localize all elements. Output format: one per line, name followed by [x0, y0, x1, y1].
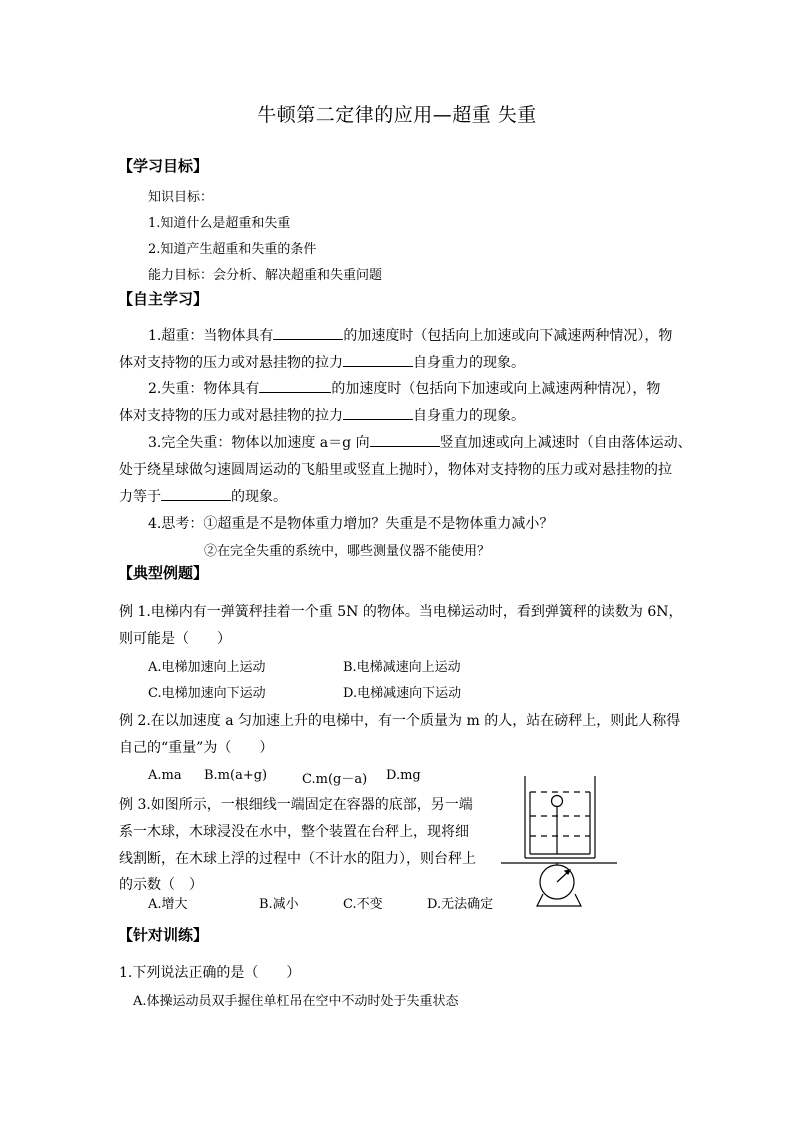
self-study-item-4-line-2: ②在完全失重的系统中，哪些测量仪器不能使用？	[204, 544, 491, 559]
example-2-option-d[interactable]: D.mg	[386, 768, 421, 783]
example-2-option-c[interactable]: C.m(g－a)	[302, 772, 368, 787]
page-title: 牛顿第二定律的应用—超重 失重	[257, 104, 537, 126]
fill-blank[interactable]	[273, 327, 343, 340]
self-study-item-1-line-1	[148, 325, 672, 345]
ability-goal: 能力目标：会分析、解决超重和失重问题	[148, 268, 383, 283]
text: 体对支持物的压力或对悬挂物的拉力	[119, 408, 343, 424]
example-3-option-c[interactable]: C.不变	[343, 897, 383, 912]
fill-blank[interactable]	[161, 488, 231, 501]
example-1-option-b[interactable]: B.电梯减速向上运动	[343, 660, 461, 675]
text: 自身重力的现象。	[413, 408, 525, 424]
knowledge-goal-2: 2.知道产生超重和失重的条件	[148, 242, 317, 257]
example-3-line-4: 的示数（ ）	[119, 877, 203, 893]
example-1-option-d[interactable]: D.电梯减速向下运动	[343, 686, 462, 701]
self-study-item-4-line-1: 4.思考：①超重是不是物体重力增加？失重是不是物体重力减小？	[148, 516, 554, 532]
example-2-line-1: 例 2.在以加速度 a 匀加速上升的电梯中，有一个质量为 m 的人，站在磅秤上，则此人称得	[119, 713, 681, 729]
section-heading-examples: 【典型例题】	[118, 564, 209, 582]
example-1-option-c[interactable]: C.电梯加速向下运动	[148, 686, 266, 701]
example-3-line-1: 例 3.如图所示，一根细线一端固定在容器的底部，另一端	[119, 797, 473, 813]
example-3-line-3: 线割断，在木球上浮的过程中（不计水的阻力），则台秤上	[119, 851, 476, 867]
text: 自身重力的现象。	[413, 355, 525, 371]
self-study-item-3-line-1	[148, 432, 692, 452]
section-heading-training: 【针对训练】	[118, 926, 209, 944]
example-3-option-b[interactable]: B.减小	[259, 897, 299, 912]
text: 2.失重：物体具有	[148, 381, 260, 397]
text: 1.超重：当物体具有	[148, 328, 274, 344]
example-2-option-a[interactable]: A.ma	[148, 768, 182, 783]
text: 3.完全失重：物体以加速度 a＝g 向	[148, 435, 370, 451]
self-study-item-3-line-2: 处于绕星球做匀速圆周运动的飞船里或竖直上抛时），物体对支持物的压力或对悬挂物的拉	[119, 462, 672, 478]
knowledge-goal-1: 1.知道什么是超重和失重	[148, 216, 291, 231]
training-question-1: 1.下列说法正确的是（ ）	[119, 965, 301, 981]
fill-blank[interactable]	[259, 380, 331, 393]
container-on-scale-figure	[495, 770, 625, 910]
training-question-1-option-a[interactable]: A.体操运动员双手握住单杠吊在空中不动时处于失重状态	[133, 994, 459, 1009]
text: 的加速度时（包括向上加速或向下减速两种情况），物	[343, 328, 673, 344]
example-1-option-a[interactable]: A.电梯加速向上运动	[148, 660, 266, 675]
self-study-item-3-line-3	[119, 486, 287, 506]
fill-blank[interactable]	[343, 354, 413, 367]
text: 力等于	[119, 489, 161, 505]
example-3-option-a[interactable]: A.增大	[148, 897, 188, 912]
self-study-item-1-line-2	[119, 352, 525, 372]
example-1-line-2: 则可能是（ ）	[119, 631, 231, 647]
text: 体对支持物的压力或对悬挂物的拉力	[119, 355, 343, 371]
fill-blank[interactable]	[343, 407, 413, 420]
text: 的加速度时（包括向下加速或向上减速两种情况），物	[331, 381, 661, 397]
example-2-option-b[interactable]: B.m(a+g)	[204, 768, 268, 783]
self-study-item-2-line-1	[148, 378, 660, 398]
section-heading-self-study: 【自主学习】	[118, 290, 209, 308]
self-study-item-2-line-2	[119, 405, 525, 425]
example-1-line-1: 例 1.电梯内有一弹簧秤挂着一个重 5N 的物体。当电梯运动时，看到弹簧秤的读数为 6N，	[119, 604, 683, 620]
section-heading-goals: 【学习目标】	[118, 157, 209, 175]
fill-blank[interactable]	[370, 434, 440, 447]
text: 竖直加速或向上减速时（自由落体运动、	[439, 435, 692, 451]
example-3-option-d[interactable]: D.无法确定	[427, 897, 494, 912]
knowledge-goal-label: 知识目标：	[148, 190, 214, 205]
example-2-line-2: 自己的“重量”为（ ）	[119, 740, 274, 756]
example-3-line-2: 系一木球，木球浸没在水中，整个装置在台秤上，现将细	[119, 824, 469, 840]
text: 的现象。	[231, 489, 287, 505]
